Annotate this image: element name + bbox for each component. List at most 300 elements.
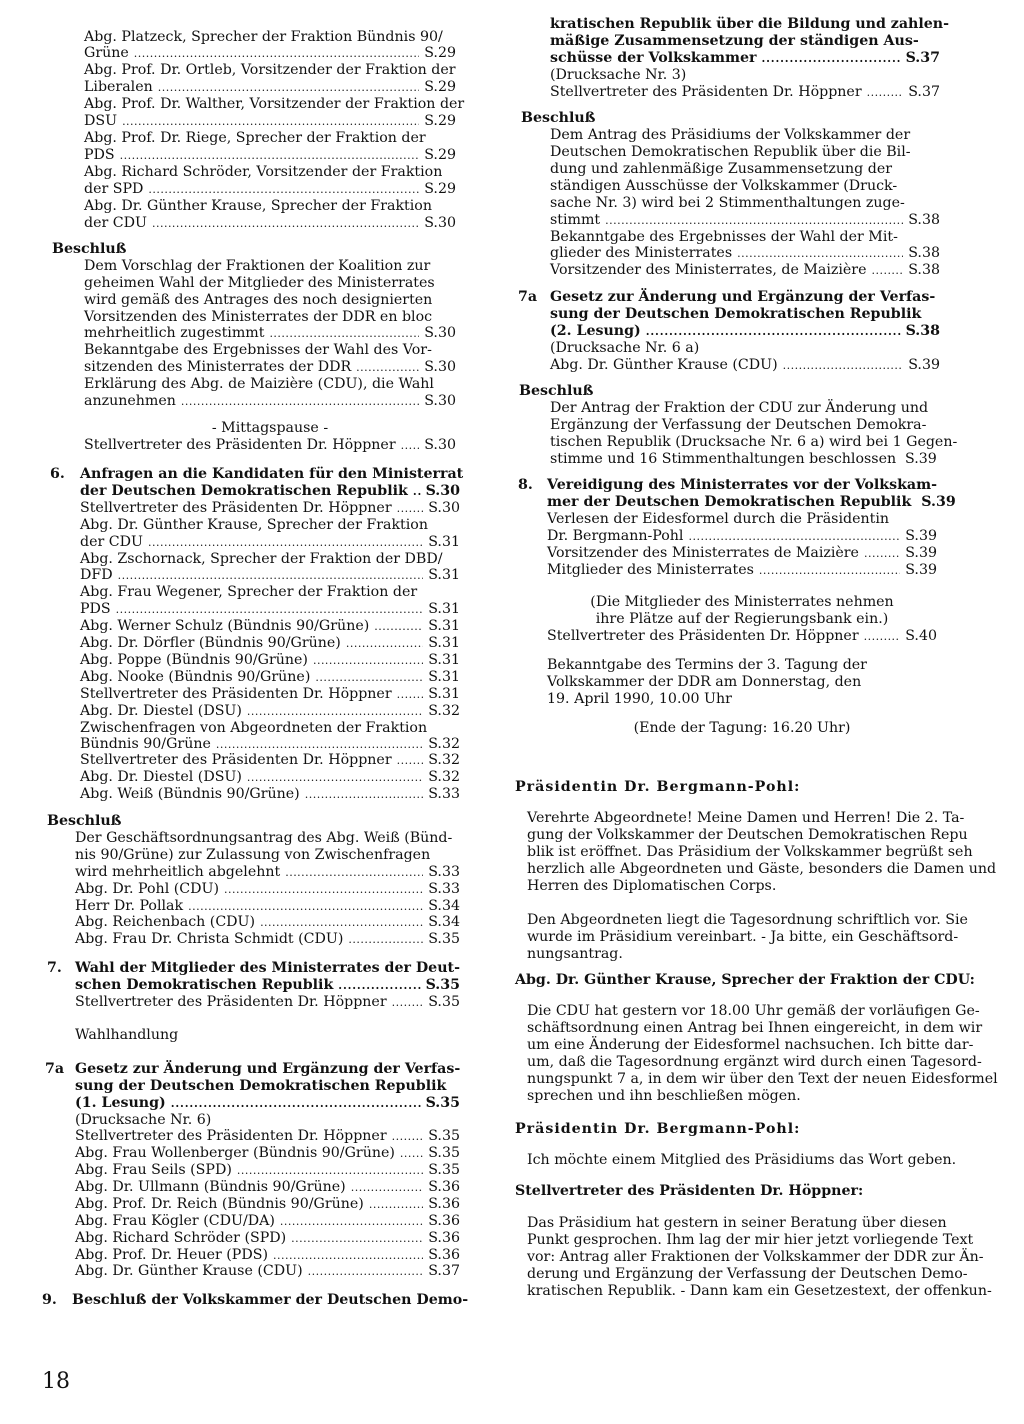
dot-leader — [158, 79, 419, 96]
toc-entry-label: Abg. Dr. Pohl (CDU) — [75, 881, 219, 897]
toc-entry-page: S.39 — [921, 494, 956, 510]
dot-leader — [120, 147, 420, 164]
text-line: Präsidentin Dr. Bergmann-Pohl: — [515, 779, 801, 795]
toc-entry — [75, 931, 460, 948]
text-line: Beschluß — [521, 110, 596, 126]
text-line: stimme und 16 Stimmenthaltungen beschlossen — [550, 451, 897, 467]
text-line: ständigen Ausschüsse der Volkskammer (Druck- — [550, 178, 898, 194]
toc-entry-page: S.36 — [428, 1247, 460, 1263]
text-line: blik ist eröffnet. Das Präsidium der Volkskammer begrüßt seh — [527, 844, 973, 860]
toc-entry-label: Dr. Bergmann-Pohl — [547, 528, 684, 544]
toc-entry-label: schüsse der Volkskammer — [550, 50, 757, 66]
toc-entry-label: Abg. Poppe (Bündnis 90/Grüne) — [80, 652, 308, 668]
text-line: Ich möchte einem Mitglied des Präsidiums das Wort geben. — [527, 1152, 957, 1168]
text-line: Abg. Dr. Günther Krause, Sprecher der Fraktion — [84, 198, 432, 214]
text-line: Anfragen an die Kandidaten für den Ministerrat — [80, 466, 464, 482]
toc-entry-label: Stellvertreter des Präsidenten Dr. Höppner — [80, 752, 392, 768]
dot-leader — [348, 931, 423, 948]
text-line: sung der Deutschen Demokratischen Republik — [75, 1078, 447, 1094]
dot-leader — [392, 1128, 424, 1145]
toc-entry-page: S.30 — [424, 359, 456, 375]
toc-entry-label: PDS — [84, 147, 115, 163]
text-line: um eine Änderung der Eidesformel nachsuchen. Ich bitte dar- — [527, 1037, 974, 1053]
toc-entry — [84, 181, 456, 198]
toc-entry-label: glieder des Ministerrates — [550, 245, 733, 261]
toc-entry — [547, 545, 937, 562]
toc-entry-page: S.37 — [908, 84, 940, 100]
dot-leader — [315, 669, 423, 686]
toc-entry-page: S.31 — [428, 669, 460, 685]
text-line: Stellvertreter des Präsidenten Dr. Höppner: — [515, 1183, 864, 1199]
toc-entry-label: Abg. Dr. Dörfler (Bündnis 90/Grüne) — [80, 635, 341, 651]
toc-entry-label: Stellvertreter des Präsidenten Dr. Höppner — [550, 84, 862, 100]
toc-entry-page: S.35 — [425, 1095, 460, 1111]
text-line: Den Abgeordneten liegt die Tagesordnung schriftlich vor. Sie — [527, 912, 968, 928]
toc-entry — [80, 652, 460, 669]
toc-entry — [75, 864, 460, 881]
toc-entry-page: S.31 — [428, 652, 460, 668]
dot-leader — [646, 323, 901, 340]
toc-entry-label: wird mehrheitlich abgelehnt — [75, 864, 281, 880]
dot-leader — [237, 1162, 423, 1179]
dot-leader — [273, 1247, 423, 1264]
toc-entry-label: Stellvertreter des Präsidenten Dr. Höppner — [75, 994, 387, 1010]
text-line: dung und zahlenmäßige Zusammensetzung der — [550, 161, 893, 177]
toc-entry-label: (2. Lesung) — [550, 323, 641, 339]
text-line: Dem Antrag des Präsidiums der Volkskammer der — [550, 127, 911, 143]
toc-entry-label: Stellvertreter des Präsidenten Dr. Höppner — [80, 500, 392, 516]
toc-entry-page: S.30 — [424, 393, 456, 409]
toc-entry — [550, 323, 940, 340]
toc-entry — [75, 881, 460, 898]
toc-entry-page: S.35 — [428, 1162, 460, 1178]
dot-leader — [346, 635, 423, 652]
dot-leader — [338, 977, 420, 994]
toc-entry-page: S.35 — [428, 1145, 460, 1161]
text-line: Abg. Zschornack, Sprecher der Fraktion der DBD/ — [80, 551, 443, 567]
text-line: Abg. Prof. Dr. Walther, Vorsitzender der Fraktion der — [84, 96, 465, 112]
toc-entry-page: S.30 — [424, 325, 456, 341]
toc-entry-label: (1. Lesung) — [75, 1095, 166, 1111]
dot-leader — [216, 736, 423, 753]
toc-entry — [84, 393, 456, 410]
toc-entry — [75, 1145, 460, 1162]
dot-leader — [413, 483, 421, 500]
dot-leader — [134, 45, 419, 62]
toc-entry — [75, 1213, 460, 1230]
dot-leader — [313, 652, 423, 669]
toc-entry-label: Stellvertreter des Präsidenten Dr. Höppner — [80, 686, 392, 702]
toc-entry — [547, 628, 937, 645]
toc-entry — [80, 786, 460, 803]
toc-entry-page: S.30 — [425, 483, 460, 499]
text-line: 8. — [518, 477, 533, 493]
toc-entry-label: Abg. Prof. Dr. Heuer (PDS) — [75, 1247, 268, 1263]
dot-leader — [759, 562, 900, 579]
toc-entry-page: S.32 — [428, 769, 460, 785]
toc-entry — [550, 212, 940, 229]
dot-leader — [122, 113, 419, 130]
toc-entry-page: S.33 — [428, 786, 460, 802]
text-line: Verlesen der Eidesformel durch die Präsidentin — [547, 511, 889, 527]
toc-entry-label: sitzenden des Ministerrates der DDR — [84, 359, 352, 375]
toc-entry-page: S.32 — [428, 736, 460, 752]
toc-entry-page: S.35 — [428, 994, 460, 1010]
dot-leader — [269, 325, 419, 342]
text-line: Gesetz zur Änderung und Ergänzung der Verfas- — [75, 1061, 461, 1077]
text-line: sung der Deutschen Demokratischen Republik — [550, 306, 922, 322]
toc-entry — [84, 113, 456, 130]
toc-entry-page: S.34 — [428, 914, 460, 930]
toc-entry — [75, 1179, 460, 1196]
text-line: nungspunkt 7 a, in dem wir über den Text der neuen Eidesformel — [527, 1071, 998, 1087]
text-line: kratischen Republik. - Dann kam ein Gesetzestext, der offenkun- — [527, 1283, 992, 1299]
text-line: Abg. Dr. Günther Krause, Sprecher der Fraktion — [80, 517, 428, 533]
text-line: Wahl der Mitglieder des Ministerrates der Deut- — [75, 960, 460, 976]
dot-leader — [181, 393, 419, 410]
text-line: Der Antrag der Fraktion der CDU zur Änderung und — [550, 400, 929, 416]
text-line: Bekanntgabe des Termins der 3. Tagung der — [547, 657, 867, 673]
toc-entry-page: S.39 — [905, 545, 937, 561]
toc-entry-label: Mitglieder des Ministerrates — [547, 562, 754, 578]
toc-entry — [75, 994, 460, 1011]
text-line: wurde im Präsidium vereinbart. - Ja bitte, ein Geschäftsord- — [527, 929, 959, 945]
toc-entry-label: Herr Dr. Pollak — [75, 898, 184, 914]
dot-leader — [761, 50, 900, 67]
toc-entry — [550, 245, 940, 262]
toc-entry-page: S.33 — [428, 881, 460, 897]
toc-entry — [75, 1263, 460, 1280]
toc-entry — [75, 1196, 460, 1213]
dot-leader — [285, 864, 423, 881]
text-line: derung und Ergänzung der Verfassung der Deutschen Demo- — [527, 1266, 968, 1282]
text-line: Beschluß — [47, 813, 122, 829]
dot-leader — [260, 914, 423, 931]
toc-entry-label: mer der Deutschen Demokratischen Republik — [547, 494, 912, 510]
toc-entry — [80, 500, 460, 517]
text-line: Das Präsidium hat gestern in seiner Beratung über diesen — [527, 1215, 947, 1231]
text-line: sprechen und ihn beschließen mögen. — [527, 1088, 801, 1104]
toc-entry-label: Bündnis 90/Grüne — [80, 736, 211, 752]
text-line: Abg. Prof. Dr. Riege, Sprecher der Fraktion der — [84, 130, 426, 146]
toc-entry-label: Abg. Dr. Günther Krause (CDU) — [75, 1263, 303, 1279]
toc-entry — [80, 567, 460, 584]
toc-entry — [75, 914, 460, 931]
text-line: Abg. Platzeck, Sprecher der Fraktion Bündnis 90/ — [84, 29, 443, 45]
toc-entry-label: PDS — [80, 601, 111, 617]
text-line: 7a — [518, 289, 538, 305]
toc-entry — [84, 215, 456, 232]
dot-leader — [280, 1213, 423, 1230]
text-line: nis 90/Grüne) zur Zulassung von Zwischenfragen — [75, 847, 431, 863]
toc-entry-label: Abg. Dr. Diestel (DSU) — [80, 703, 242, 719]
dot-leader — [783, 357, 904, 374]
toc-entry — [75, 898, 460, 915]
toc-entry-label: stimmt — [550, 212, 601, 228]
toc-entry-page: S.29 — [424, 181, 456, 197]
toc-entry-page: S.36 — [428, 1196, 460, 1212]
toc-entry-page: S.36 — [428, 1179, 460, 1195]
toc-entry-label: anzunehmen — [84, 393, 176, 409]
toc-entry-page: S.31 — [428, 686, 460, 702]
toc-entry-label: der CDU — [84, 215, 147, 231]
text-line: Ergänzung der Verfassung der Deutschen Demokra- — [550, 417, 927, 433]
toc-entry-label: Abg. Frau Wollenberger (Bündnis 90/Grüne) — [75, 1145, 395, 1161]
toc-entry-label: der SPD — [84, 181, 144, 197]
toc-entry-page: S.32 — [428, 752, 460, 768]
text-line: Beschluß der Volkskammer der Deutschen Demo- — [72, 1292, 469, 1308]
toc-entry-page: S.32 — [428, 703, 460, 719]
toc-entry — [75, 1247, 460, 1264]
toc-entry — [550, 84, 940, 101]
toc-entry — [80, 769, 460, 786]
text-line: sache Nr. 3) wird bei 2 Stimmenthaltungen zuge- — [550, 195, 905, 211]
toc-entry-page: S.29 — [424, 45, 456, 61]
dot-leader — [118, 567, 424, 584]
toc-entry-page: S.38 — [905, 323, 940, 339]
text-line: 19. April 1990, 10.00 Uhr — [547, 691, 732, 707]
toc-entry-page: S.39 — [905, 528, 937, 544]
toc-entry-page: S.39 — [905, 562, 937, 578]
text-line: nungsantrag. — [527, 946, 623, 962]
text-line: Verehrte Abgeordnete! Meine Damen und Herren! Die 2. Ta- — [527, 810, 965, 826]
toc-entry — [80, 618, 460, 635]
toc-entry — [547, 562, 937, 579]
page-number: 18 — [42, 1369, 70, 1394]
text-line: ihre Plätze auf der Regierungsbank ein.) — [595, 611, 889, 627]
text-line: Abg. Dr. Günther Krause, Sprecher der Fraktion der CDU: — [515, 972, 975, 988]
toc-entry — [80, 601, 460, 618]
toc-entry-label: Abg. Prof. Dr. Reich (Bündnis 90/Grüne) — [75, 1196, 364, 1212]
dot-leader — [247, 703, 423, 720]
dot-leader — [224, 881, 423, 898]
dot-leader — [116, 601, 424, 618]
text-line: Abg. Frau Wegener, Sprecher der Fraktion der — [80, 584, 418, 600]
text-line: - Mittagspause - — [211, 420, 329, 436]
text-line: Erklärung des Abg. de Maizière (CDU), die Wahl — [84, 376, 434, 392]
toc-entry — [550, 357, 940, 374]
text-line: kratischen Republik über die Bildung und zahlen- — [550, 16, 949, 32]
text-line: Gesetz zur Änderung und Ergänzung der Verfas- — [550, 289, 936, 305]
dot-leader — [171, 1095, 421, 1112]
toc-entry-page: S.31 — [428, 601, 460, 617]
toc-entry-label: Abg. Reichenbach (CDU) — [75, 914, 256, 930]
dot-leader — [688, 528, 900, 545]
text-line: Wahlhandlung — [75, 1027, 179, 1043]
toc-entry-page: S.39 — [908, 357, 940, 373]
text-line: vor: Antrag aller Fraktionen der Volkskammer der DDR zur Än- — [527, 1249, 984, 1265]
dot-leader — [400, 1145, 423, 1162]
toc-entry-label: Abg. Nooke (Bündnis 90/Grüne) — [80, 669, 311, 685]
text-line: schäftsordnung einen Antrag bei Ihnen eingereicht, in dem wir — [527, 1020, 983, 1036]
dot-leader — [188, 898, 423, 915]
dot-leader — [351, 1179, 424, 1196]
toc-entry — [75, 1162, 460, 1179]
text-line: Bekanntgabe des Ergebnisses der Wahl des Vor- — [84, 342, 432, 358]
toc-entry-label: Abg. Werner Schulz (Bündnis 90/Grüne) — [80, 618, 370, 634]
toc-entry-label: Abg. Frau Dr. Christa Schmidt (CDU) — [75, 931, 344, 947]
toc-entry-label: Abg. Frau Kögler (CDU/DA) — [75, 1213, 275, 1229]
toc-entry-page: S.35 — [428, 931, 460, 947]
toc-entry-page: S.30 — [424, 437, 456, 453]
toc-entry-label: Vorsitzender des Ministerrates, de Maizière — [550, 262, 867, 278]
dot-leader — [397, 752, 424, 769]
dot-leader — [871, 262, 903, 279]
dot-leader — [305, 786, 424, 803]
toc-entry-page: S.31 — [428, 567, 460, 583]
toc-entry-page: S.35 — [428, 1128, 460, 1144]
toc-entry — [84, 147, 456, 164]
dot-leader — [152, 215, 419, 232]
text-line: Vereidigung des Ministerrates vor der Volkskam- — [547, 477, 938, 493]
toc-entry-label: Vorsitzender des Ministerrates de Maizière — [547, 545, 859, 561]
text-line: Der Geschäftsordnungsantrag des Abg. Weiß (Bünd- — [75, 830, 453, 846]
toc-entry-label: Abg. Dr. Diestel (DSU) — [80, 769, 242, 785]
text-line: Dem Vorschlag der Fraktionen der Koalition zur — [84, 258, 431, 274]
toc-entry — [80, 635, 460, 652]
toc-entry-label: Abg. Dr. Günther Krause (CDU) — [550, 357, 778, 373]
dot-leader — [374, 618, 423, 635]
toc-entry — [75, 977, 460, 994]
toc-entry — [80, 686, 460, 703]
text-line: 7a — [45, 1061, 65, 1077]
toc-entry — [75, 1128, 460, 1145]
toc-entry — [80, 752, 460, 769]
dot-leader — [737, 245, 903, 262]
text-line: Die CDU hat gestern vor 18.00 Uhr gemäß der vorläufigen Ge- — [527, 1003, 980, 1019]
toc-entry-label: Abg. Frau Seils (SPD) — [75, 1162, 232, 1178]
toc-entry-page: S.29 — [424, 147, 456, 163]
text-line: wird gemäß des Antrages des noch designierten — [84, 292, 433, 308]
toc-entry-label: DSU — [84, 113, 118, 129]
text-line: (Drucksache Nr. 6) — [75, 1112, 212, 1128]
toc-entry — [75, 1230, 460, 1247]
dot-leader — [864, 628, 901, 645]
text-line: Abg. Richard Schröder, Vorsitzender der Fraktion — [84, 164, 443, 180]
toc-entry — [84, 359, 456, 376]
toc-entry-label: der Deutschen Demokratischen Republik — [80, 483, 408, 499]
toc-entry-page: S.30 — [428, 500, 460, 516]
toc-entry — [84, 325, 456, 342]
text-line: Präsidentin Dr. Bergmann-Pohl: — [515, 1121, 801, 1137]
toc-entry-label: Stellvertreter des Präsidenten Dr. Höppner — [547, 628, 859, 644]
text-line: geheimen Wahl der Mitglieder des Ministerrates — [84, 275, 435, 291]
text-line: Beschluß — [519, 383, 594, 399]
text-line: gung der Volkskammer der Deutschen Demokratischen Repu — [527, 827, 968, 843]
toc-entry-page: S.30 — [424, 215, 456, 231]
text-line: Punkt gesprochen. Ihm lag der mir hier jetzt vorliegende Text — [527, 1232, 974, 1248]
dot-leader — [356, 359, 419, 376]
toc-entry-label: Stellvertreter des Präsidenten Dr. Höppner — [75, 1128, 387, 1144]
text-line: (Drucksache Nr. 6 a) — [550, 340, 700, 356]
text-line: Volkskammer der DDR am Donnerstag, den — [547, 674, 862, 690]
text-line: tischen Republik (Drucksache Nr. 6 a) wird bei 1 Gegen- — [550, 434, 958, 450]
text-line: Zwischenfragen von Abgeordneten der Fraktion — [80, 720, 428, 736]
dot-leader — [392, 994, 424, 1011]
toc-entry-label: Stellvertreter des Präsidenten Dr. Höppner — [84, 437, 396, 453]
toc-entry-page: S.31 — [428, 635, 460, 651]
toc-entry-label: der CDU — [80, 534, 143, 550]
text-line: mäßige Zusammensetzung der ständigen Aus- — [550, 33, 919, 49]
text-line: (Ende der Tagung: 16.20 Uhr) — [633, 720, 851, 736]
toc-entry — [550, 50, 940, 67]
toc-entry-page: S.38 — [908, 212, 940, 228]
toc-entry-page: S.38 — [908, 245, 940, 261]
toc-entry-label: mehrheitlich zugestimmt — [84, 325, 265, 341]
toc-entry — [75, 1095, 460, 1112]
toc-entry — [84, 437, 456, 454]
toc-entry-label: Liberalen — [84, 79, 153, 95]
dot-leader — [148, 181, 419, 198]
toc-entry — [547, 528, 937, 545]
toc-entry-page: S.36 — [428, 1230, 460, 1246]
toc-entry-label: Abg. Richard Schröder (SPD) — [75, 1230, 287, 1246]
toc-entry — [80, 703, 460, 720]
toc-entry-page: S.33 — [428, 864, 460, 880]
text-line: S.39 — [905, 451, 937, 467]
text-line: 6. — [50, 466, 65, 482]
toc-entry-page: S.40 — [905, 628, 937, 644]
toc-entry-page: S.37 — [905, 50, 940, 66]
toc-entry — [84, 45, 456, 62]
text-line: 9. — [42, 1292, 57, 1308]
text-line: Abg. Prof. Dr. Ortleb, Vorsitzender der Fraktion der — [84, 62, 456, 78]
toc-entry-label: schen Demokratischen Republik — [75, 977, 334, 993]
text-line: Bekanntgabe des Ergebnisses der Wahl der Mit- — [550, 229, 898, 245]
toc-entry-label: Abg. Dr. Ullmann (Bündnis 90/Grüne) — [75, 1179, 346, 1195]
text-line: Deutschen Demokratischen Republik über die Bil- — [550, 144, 911, 160]
toc-entry-label: Grüne — [84, 45, 129, 61]
toc-entry — [80, 534, 460, 551]
toc-entry — [550, 262, 940, 279]
toc-entry-page: S.31 — [428, 618, 460, 634]
toc-entry — [80, 736, 460, 753]
dot-leader — [397, 686, 424, 703]
toc-entry-page: S.31 — [428, 534, 460, 550]
toc-entry-page: S.36 — [428, 1213, 460, 1229]
dot-leader — [605, 212, 903, 229]
dot-leader — [308, 1263, 424, 1280]
toc-entry — [84, 79, 456, 96]
dot-leader — [247, 769, 423, 786]
text-line: Beschluß — [52, 241, 127, 257]
toc-entry-label: Abg. Weiß (Bündnis 90/Grüne) — [80, 786, 300, 802]
dot-leader — [867, 84, 904, 101]
dot-leader — [397, 500, 424, 517]
text-line: (Die Mitglieder des Ministerrates nehmen — [590, 594, 894, 610]
text-line: herzlich alle Abgeordneten und Gäste, besonders die Damen und — [527, 861, 997, 877]
toc-entry — [547, 494, 956, 511]
toc-entry-page: S.35 — [425, 977, 460, 993]
dot-leader — [291, 1230, 423, 1247]
toc-entry-label: DFD — [80, 567, 113, 583]
text-line: (Drucksache Nr. 3) — [550, 67, 687, 83]
dot-leader — [369, 1196, 423, 1213]
dot-leader — [864, 545, 900, 562]
dot-leader — [401, 437, 420, 454]
text-line: 7. — [47, 960, 62, 976]
text-line: Vorsitzenden des Ministerrates der DDR en bloc — [84, 309, 433, 325]
toc-entry — [80, 483, 460, 500]
toc-entry — [80, 669, 460, 686]
toc-entry-page: S.34 — [428, 898, 460, 914]
toc-entry-page: S.38 — [908, 262, 940, 278]
text-line: Herren des Diplomatischen Corps. — [527, 878, 777, 894]
toc-entry-page: S.29 — [424, 79, 456, 95]
toc-entry-page: S.29 — [424, 113, 456, 129]
text-line: um, daß die Tagesordnung ergänzt wird durch einen Tagesord- — [527, 1054, 982, 1070]
toc-entry-page: S.37 — [428, 1263, 460, 1279]
